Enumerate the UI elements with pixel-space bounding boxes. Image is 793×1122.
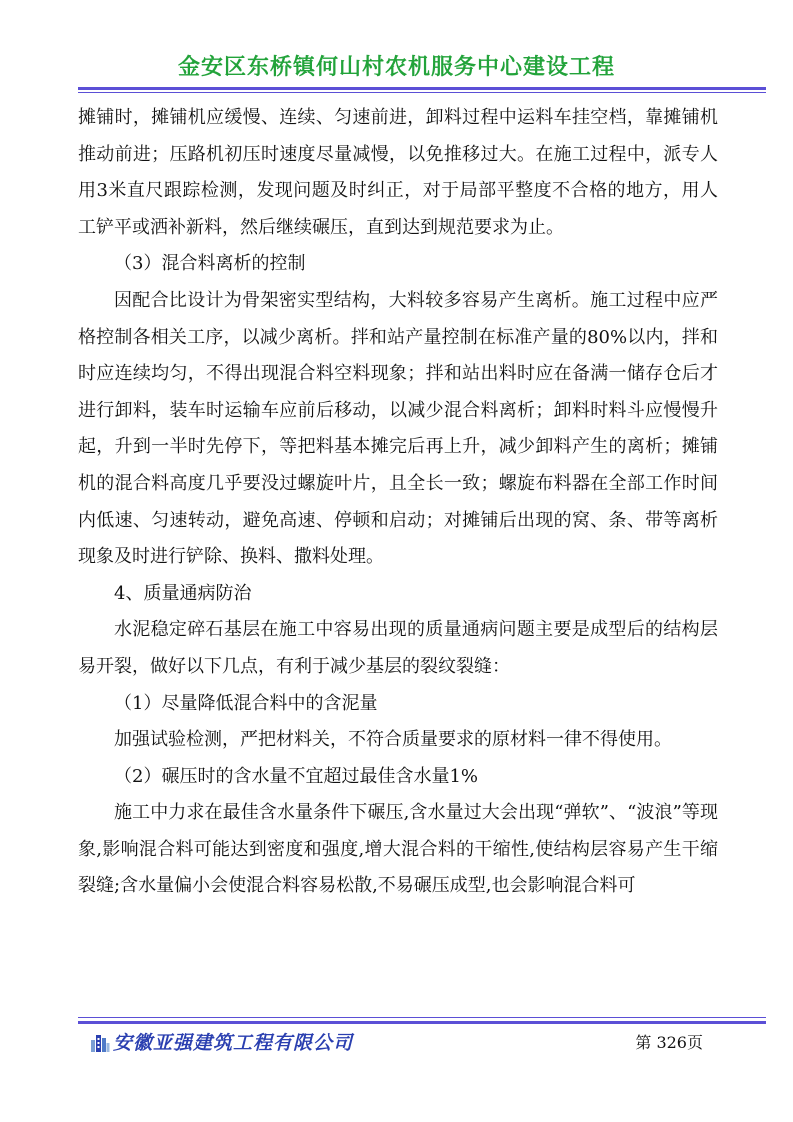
paragraph-quality-intro: 水泥稳定碎石基层在施工中容易出现的质量通病问题主要是成型后的结构层易开裂，做好以下几点，有利于减少基层的裂纹裂缝： bbox=[78, 619, 718, 677]
subheading-2-moisture: （2）碾压时的含水量不宜超过最佳含水量1% bbox=[114, 765, 479, 787]
document-header-title: 金安区东桥镇何山村农机服务中心建设工程 bbox=[177, 54, 615, 80]
footer-rule-thick bbox=[78, 1021, 766, 1024]
header-rule-thin bbox=[78, 92, 766, 93]
header-rule-thick bbox=[78, 87, 766, 90]
section-heading-4-quality: 4、质量通病防治 bbox=[114, 582, 252, 604]
paragraph-segregation: 因配合比设计为骨架密实型结构，大料较多容易产生离析。施工过程中应严格控制各相关工序，以减少离析。拌和站产量控制在标准产量的80%以内，拌和时应连续均匀，不得出现混合料空料现象；拌和站出料时应在备满一储存仓后才进行卸料，装车时运输车应前后移动，以减少混合料离析；卸料时料斗应慢慢升起，升到一半时先停下，等把料基本摊完后再上升，减少卸料产生的离析；摊铺机的混合料高度几乎要没过螺旋叶片，且全长一致；螺旋布料器在全部工作时间内低速、匀速转动，避免高速、停顿和启动；对摊铺后出现的窝、条、带等离析现象及时进行铲除、换料、撒料处理。 bbox=[78, 289, 718, 568]
paragraph-1: 摊铺时，摊铺机应缓慢、连续、匀速前进，卸料过程中运料车挂空档，靠摊铺机推动前进；压路机初压时速度尽量减慢，以免推移过大。在施工过程中，派专人用3米直尺跟踪检测，发现问题及时纠正，对于局部平整度不合格的地方，用人工铲平或洒补新料，然后继续碾压，直到达到规范要求为止。 bbox=[78, 107, 718, 238]
subheading-1-mud-content: （1）尽量降低混合料中的含泥量 bbox=[114, 692, 378, 714]
footer-rule-thin bbox=[78, 1017, 766, 1018]
page-number: 第 326页 bbox=[635, 1033, 703, 1052]
subheading-3-segregation-control: （3）混合料离析的控制 bbox=[114, 253, 306, 275]
footer-company-name: 安徽亚强建筑工程有限公司 bbox=[113, 1032, 354, 1054]
document-body bbox=[78, 100, 718, 905]
paragraph-testing: 加强试验检测，严把材料关，不符合质量要求的原材料一律不得使用。 bbox=[114, 729, 672, 751]
building-logo-icon bbox=[90, 1032, 110, 1052]
paragraph-moisture: 施工中力求在最佳含水量条件下碾压,含水量过大会出现“弹软”、“波浪”等现象,影响混合料可能达到密度和强度,增大混合料的干缩性,使结构层容易产生干缩裂缝;含水量偏小会使混合料容易松散,不易碾压成型,也会影响混合料可 bbox=[78, 802, 718, 897]
